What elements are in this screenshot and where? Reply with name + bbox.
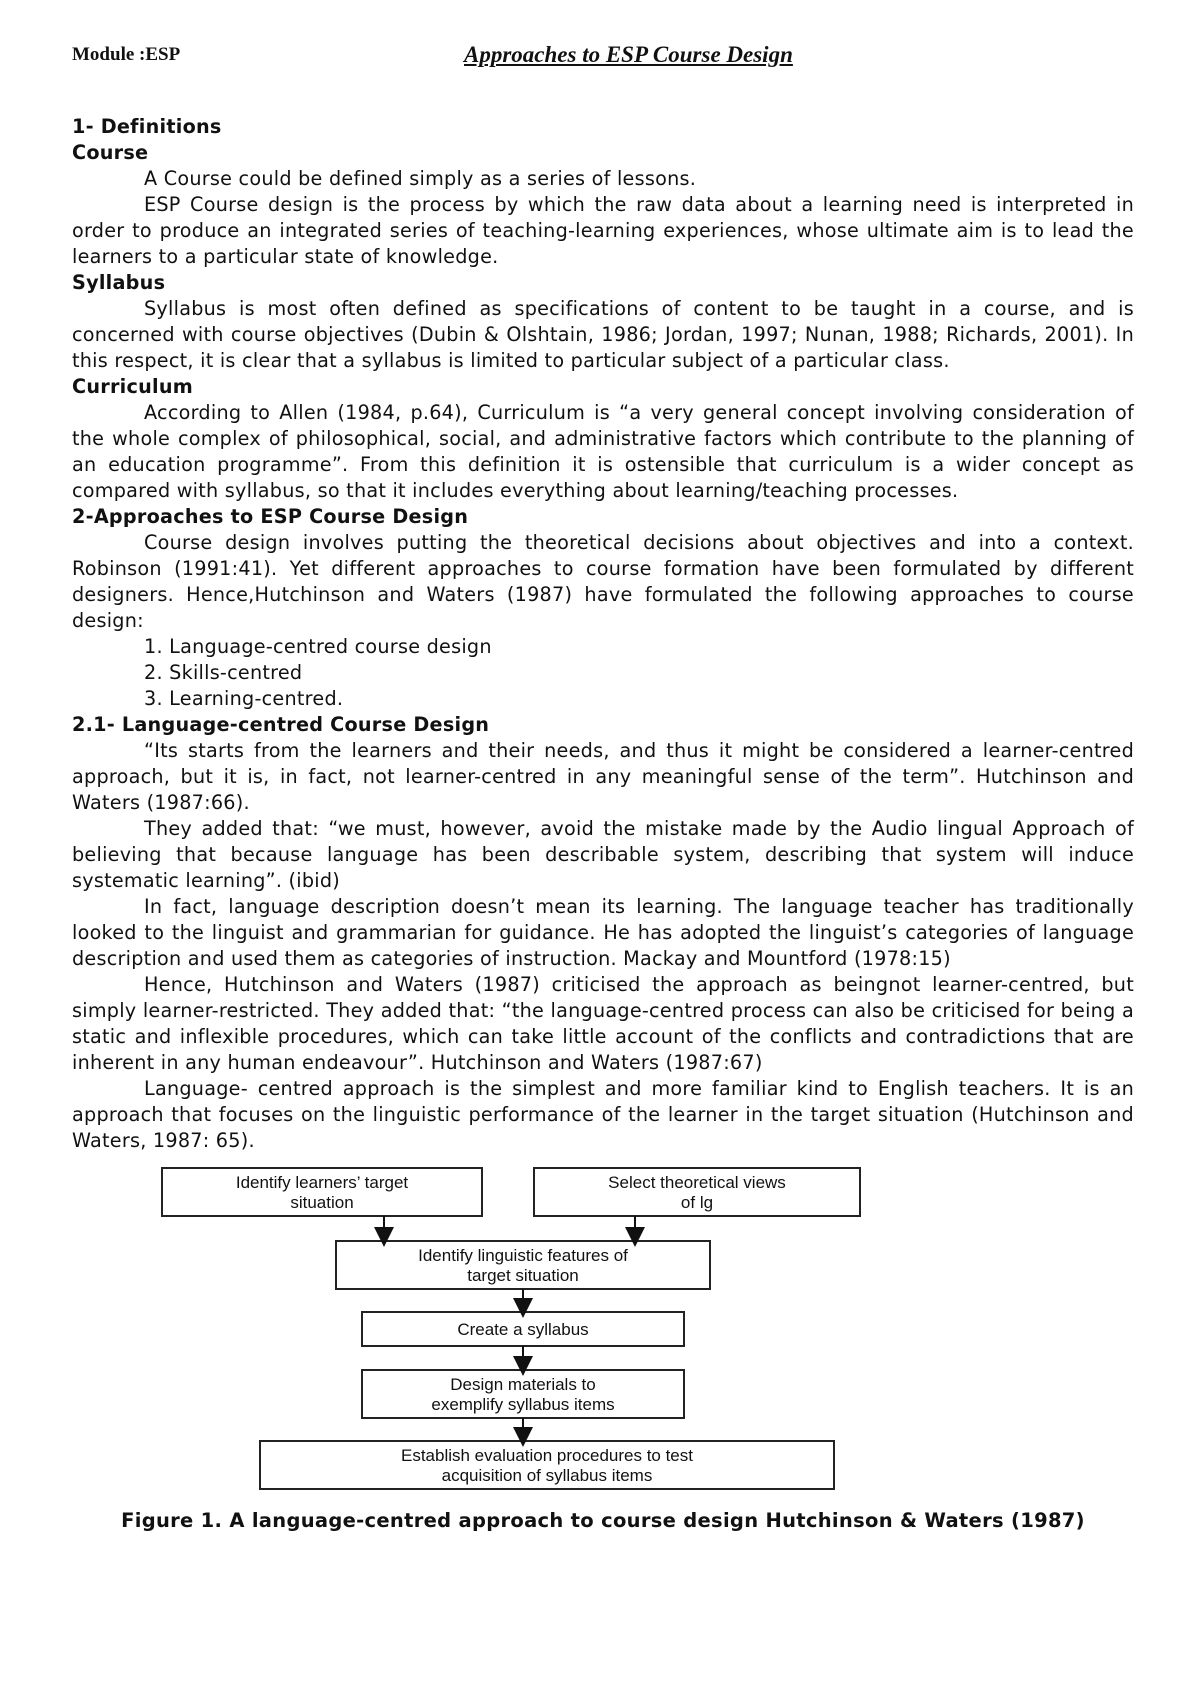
course-paragraph-2: ESP Course design is the process by which the raw data about a learning need is interpreted in order to produce an integrated series of teaching-learning experiences, whose ultimate aim is to lead the learners to a particular state of knowledge. <box>72 193 1134 268</box>
flow-text: target situation <box>467 1266 579 1285</box>
flow-text: acquisition of syllabus items <box>441 1466 653 1485</box>
language-centred-paragraph-5: Language- centred approach is the simplest and more familiar kind to English teachers. It is an approach that focuses on the linguistic performance of the learner in the target situation (Hutchinson and Waters, 1987: 65). <box>72 1077 1134 1152</box>
figure-caption: Figure 1. A language-centred approach to course design Hutchinson & Waters (1987) <box>121 1509 1085 1532</box>
flow-text: Establish evaluation procedures to test <box>400 1446 694 1465</box>
approach-list-item: 2. Skills-centred <box>144 661 303 684</box>
language-centred-paragraph-1: “Its starts from the learners and their needs, and thus it might be considered a learner-centred approach, but it is, in fact, not learner-centred in any meaningful sense of the term”. Hutchinson and Waters (1987:66). <box>72 739 1134 814</box>
approaches-heading: 2-Approaches to ESP Course Design <box>72 505 469 528</box>
flow-text: Identify linguistic features of <box>418 1246 628 1265</box>
curriculum-heading: Curriculum <box>72 375 194 398</box>
definitions-heading: 1- Definitions <box>72 115 222 138</box>
flow-text: exemplify syllabus items <box>431 1395 615 1414</box>
language-centred-paragraph-2: They added that: “we must, however, avoid the mistake made by the Audio lingual Approach of believing that because language has been describable system, describing that system will induce systematic learning”. (ibid) <box>72 817 1134 892</box>
approach-list-item: 3. Learning-centred. <box>144 687 344 710</box>
flow-text: Create a syllabus <box>457 1320 589 1339</box>
document-body <box>72 114 1134 1154</box>
module-label: Module :ESP <box>72 44 181 65</box>
course-heading: Course <box>72 141 149 164</box>
curriculum-paragraph: According to Allen (1984, p.64), Curriculum is “a very general concept involving consideration of the whole complex of philosophical, social, and administrative factors which contribute to the planning of an education programme”. From this definition it is ostensible that curriculum is a wider concept as compared with syllabus, so that it includes everything about learning/teaching processes. <box>72 401 1134 502</box>
flow-text: Select theoretical views <box>608 1173 786 1192</box>
syllabus-heading: Syllabus <box>72 271 166 294</box>
flow-text: Design materials to <box>450 1375 596 1394</box>
language-centred-paragraph-4: Hence, Hutchinson and Waters (1987) criticised the approach as beingnot learner-centred, but simply learner-restricted. They added that: “the language-centred process can also be criticised for being a static and inflexible procedures, which can take little account of the conflicts and contradictions that are inherent in any human endeavour”. Hutchinson and Waters (1987:67) <box>72 973 1134 1074</box>
course-paragraph-1: A Course could be defined simply as a series of lessons. <box>144 167 697 190</box>
language-centred-paragraph-3: In fact, language description doesn’t mean its learning. The language teacher has traditionally looked to the linguist and grammarian for guidance. He has adopted the linguist’s categories of language description and used them as categories of instruction. Mackay and Mountford (1978:15) <box>72 895 1134 970</box>
flowchart-figure <box>72 1160 1134 1508</box>
flowchart-diagram <box>72 1160 1134 1508</box>
flow-text: Identify learners’ target <box>235 1173 409 1192</box>
document-title: Approaches to ESP Course Design <box>464 42 793 67</box>
approach-list-item: 1. Language-centred course design <box>144 635 492 658</box>
flow-text: situation <box>290 1193 354 1212</box>
flow-text: of lg <box>680 1193 714 1212</box>
document-page <box>72 36 1134 1534</box>
approaches-paragraph: Course design involves putting the theoretical decisions about objectives and into a context. Robinson (1991:41). Yet different approaches to course formation have been formulated by different designers. Hence,Hutchinson and Waters (1987) have formulated the following approaches to course design: <box>72 531 1134 632</box>
language-centred-heading: 2.1- Language-centred Course Design <box>72 713 490 736</box>
syllabus-paragraph: Syllabus is most often defined as specifications of content to be taught in a course, and is concerned with course objectives (Dubin & Olshtain, 1986; Jordan, 1997; Nunan, 1988; Richards, 2001). In this respect, it is clear that a syllabus is limited to particular subject of a particular class. <box>72 297 1134 372</box>
page-header <box>72 36 1134 76</box>
